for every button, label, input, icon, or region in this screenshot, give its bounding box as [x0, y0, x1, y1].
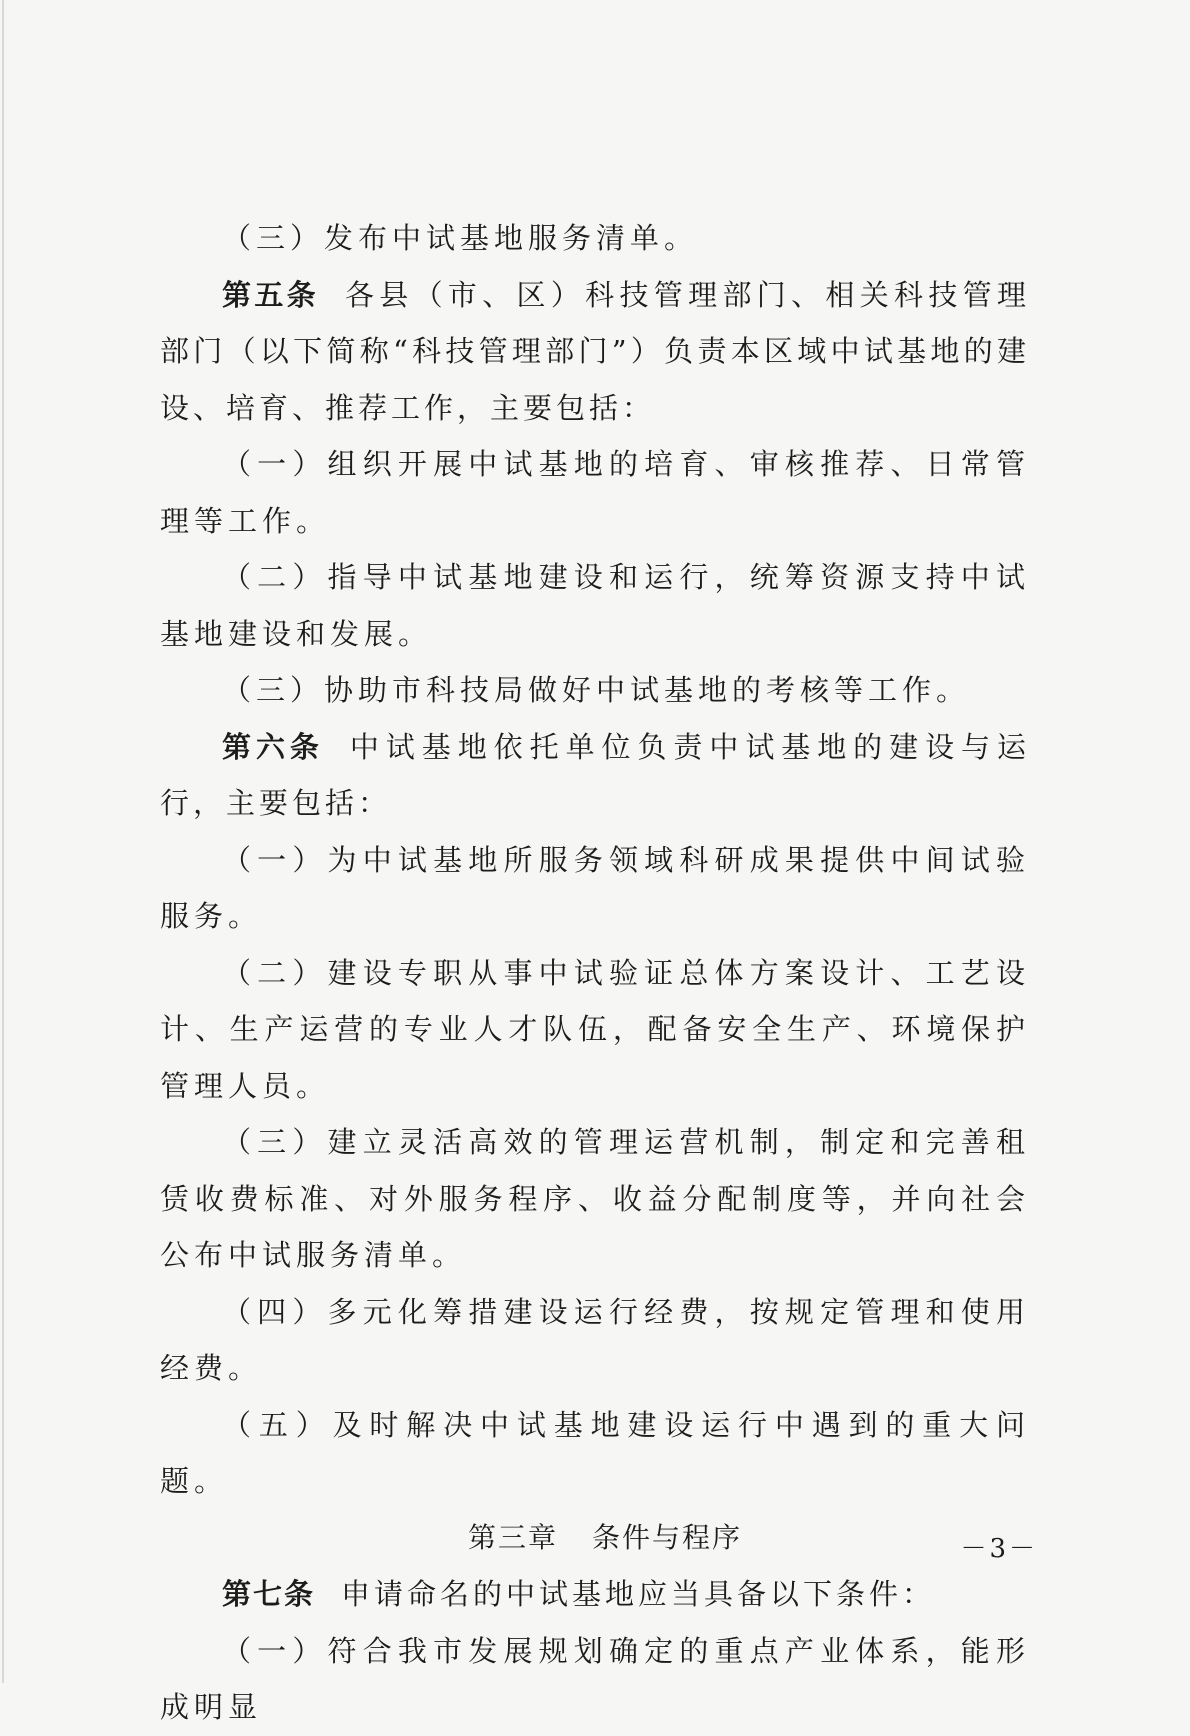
article-paragraph [160, 719, 1030, 832]
article-paragraph [160, 1566, 1030, 1623]
paragraph: （三）发布中试基地服务清单。 [222, 221, 699, 255]
page-edge [2, 0, 4, 1683]
paragraph: （三）协助市科技局做好中试基地的考核等工作。 [222, 673, 971, 707]
chapter-heading [160, 1510, 1030, 1567]
article-text: 中试基地依托单位负责中试基地的建设与运行，主要包括： [160, 729, 1030, 820]
chapter-number: 第三章 [467, 1520, 558, 1554]
paragraph: （一）组织开展中试基地的培育、审核推荐、日常管理等工作。 [160, 447, 1030, 538]
paragraph: （一）符合我市发展规划确定的重点产业体系，能形成明显 [160, 1633, 1030, 1724]
paragraph: （二）指导中试基地建设和运行，统筹资源支持中试基地建设和发展。 [160, 560, 1030, 651]
chapter-title: 条件与程序 [592, 1520, 743, 1554]
article-text: 申请命名的中试基地应当具备以下条件： [341, 1577, 936, 1611]
paragraph: （二）建设专职从事中试验证总体方案设计、工艺设计、生产运营的专业人才队伍，配备安全生产、环境保护管理人员。 [160, 955, 1030, 1103]
article-heading: 第六条 [222, 729, 324, 764]
article-text: 各县（市、区）科技管理部门、相关科技管理部门（以下简称“科技管理部门”）负责本区域中试基地的建设、培育、推荐工作，主要包括： [160, 277, 1030, 425]
article-heading: 第七条 [222, 1577, 316, 1611]
paragraph: （三）建立灵活高效的管理运营机制，制定和完善租赁收费标准、对外服务程序、收益分配制度等，并向社会公布中试服务清单。 [160, 1125, 1030, 1272]
article-paragraph [160, 267, 1030, 437]
document-body [160, 210, 1030, 1736]
paragraph: （一）为中试基地所服务领域科研成果提供中间试验服务。 [160, 842, 1030, 933]
page-number: －3－ [960, 1534, 1038, 1564]
paragraph: （五）及时解决中试基地建设运行中遇到的重大问题。 [160, 1407, 1030, 1498]
paragraph: （四）多元化筹措建设运行经费，按规定管理和使用经费。 [160, 1294, 1030, 1385]
article-heading: 第五条 [222, 277, 319, 312]
